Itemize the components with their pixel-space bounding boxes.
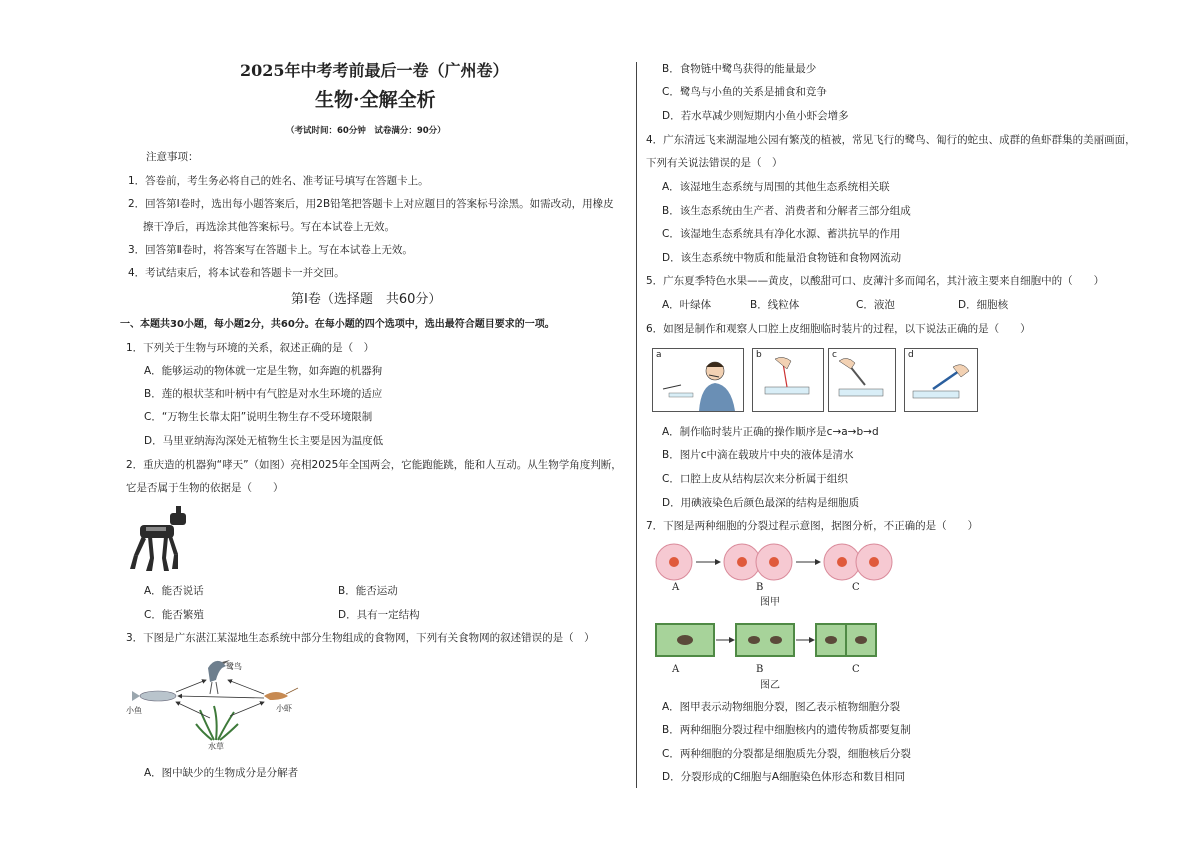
label-fish: 小鱼 bbox=[126, 706, 142, 715]
animal-cell-b bbox=[724, 544, 792, 580]
q4-option-a: A．该湿地生态系统与周围的其他生态系统相关联 bbox=[662, 181, 890, 193]
exam-title: 2025年中考考前最后一卷（广州卷） bbox=[240, 61, 509, 80]
section-title: 第Ⅰ卷（选择题 共60分） bbox=[291, 292, 442, 307]
dropper-icon bbox=[829, 349, 895, 411]
q2-stem-cont: 它是否属于生物的依据是（ ） bbox=[126, 482, 284, 494]
fig2-label-b: B bbox=[756, 664, 764, 675]
q5-stem: 5．广东夏季特色水果——黄皮，以酸甜可口、皮薄汁多而闻名，其汁液主要来自细胞中的（ ） bbox=[646, 275, 1105, 287]
q6-panel-a bbox=[652, 348, 744, 412]
swab-mouth-icon bbox=[653, 349, 743, 411]
q3-stem: 3．下图是广东湛江某湿地生态系统中部分生物组成的食物网，下列有关食物网的叙述错误的是（ ） bbox=[126, 632, 595, 644]
q6-panel-b bbox=[752, 348, 824, 412]
water-grass-icon bbox=[196, 706, 238, 740]
notice-item: 3．回答第Ⅱ卷时，将答案写在答题卡上。写在本试卷上无效。 bbox=[128, 244, 413, 256]
q7-option-d: D．分裂形成的C细胞与A细胞染色体形态和数目相同 bbox=[662, 771, 906, 783]
q7-stem: 7．下图是两种细胞的分裂过程示意图，据图分析，不正确的是（ ） bbox=[646, 520, 979, 532]
q2-option-b: B．能否运动 bbox=[338, 585, 398, 597]
q6-panel-c bbox=[828, 348, 896, 412]
fig1-label-b: B bbox=[756, 582, 764, 593]
fig1-caption: 图甲 bbox=[760, 597, 780, 608]
fig1-label-a: A bbox=[672, 582, 680, 593]
q3-option-a: A．图中缺少的生物成分是分解者 bbox=[144, 767, 299, 779]
exam-info: （考试时间：60分钟 试卷满分：90分） bbox=[286, 126, 446, 136]
q1-option-d: D．马里亚纳海沟深处无植物生长主要是因为温度低 bbox=[144, 435, 384, 447]
q5-option-b: B．线粒体 bbox=[750, 299, 800, 311]
q2-stem: 2．重庆造的机器狗“哮天”（如图）亮相2025年全国两会，它能跑能跳，能和人互动。从生物学角度判断， bbox=[126, 459, 622, 471]
label-grass: 水草 bbox=[208, 742, 224, 751]
exam-subtitle: 生物·全解全析 bbox=[315, 89, 436, 111]
q6-option-c: C．口腔上皮从结构层次来分析属于组织 bbox=[662, 473, 848, 485]
plant-cell-a bbox=[656, 624, 714, 656]
q1-option-a: A．能够运动的物体就一定是生物，如奔跑的机器狗 bbox=[144, 365, 383, 377]
plant-cell-b bbox=[736, 624, 794, 656]
fig2-label-c: C bbox=[852, 664, 860, 675]
q6-stem: 6．如图是制作和观察人口腔上皮细胞临时装片的过程，以下说法正确的是（ ） bbox=[646, 323, 1031, 335]
section-instruction: 一、本题共30小题，每小题2分，共60分。在每小题的四个选项中，选出最符合题目要求的一项。 bbox=[120, 319, 555, 330]
panel-label: d bbox=[908, 350, 914, 360]
fish-icon bbox=[132, 691, 176, 701]
notice-item: 1．答卷前，考生务必将自己的姓名、准考证号填写在答题卡上。 bbox=[128, 175, 429, 187]
q5-option-d: D．细胞核 bbox=[958, 299, 1009, 311]
q3-option-d: D．若水草减少则短期内小鱼小虾会增多 bbox=[662, 110, 849, 122]
q1-stem: 1．下列关于生物与环境的关系，叙述正确的是（ ） bbox=[126, 342, 375, 354]
panel-label: a bbox=[656, 350, 662, 360]
fig1-label-c: C bbox=[852, 582, 860, 593]
q3-option-b: B．食物链中鹭鸟获得的能量最少 bbox=[662, 63, 817, 75]
q3-option-c: C．鹭鸟与小鱼的关系是捕食和竞争 bbox=[662, 86, 827, 98]
animal-cell-c bbox=[824, 544, 892, 580]
shrimp-icon bbox=[264, 688, 298, 700]
q2-option-a: A．能否说话 bbox=[144, 585, 204, 597]
fig2-label-a: A bbox=[672, 664, 680, 675]
animal-cell-a bbox=[656, 544, 692, 580]
q6-option-a: A．制作临时装片正确的操作顺序是c→a→b→d bbox=[662, 426, 879, 438]
notice-heading: 注意事项： bbox=[146, 151, 199, 163]
panel-label: b bbox=[756, 350, 762, 360]
column-divider bbox=[636, 62, 637, 788]
q2-option-c: C．能否繁殖 bbox=[144, 609, 204, 621]
q6-panel-d bbox=[904, 348, 978, 412]
q6-option-d: D．用碘液染色后颜色最深的结构是细胞质 bbox=[662, 497, 860, 509]
animal-cell-division-figure bbox=[654, 540, 894, 588]
coverslip-icon bbox=[905, 349, 977, 411]
q4-stem: 4．广东清远飞来湖湿地公园有繁茂的植被，常见飞行的鹭鸟、匍行的蛇虫、成群的鱼虾群集的美丽画面， bbox=[646, 134, 1136, 146]
notice-item: 2．回答第Ⅰ卷时，选出每小题答案后，用2B铅笔把答题卡上对应题目的答案标号涂黑。如需改动，用橡皮 bbox=[128, 198, 614, 210]
q5-option-c: C．液泡 bbox=[856, 299, 895, 311]
q7-option-c: C．两种细胞的分裂都是细胞质先分裂，细胞核后分裂 bbox=[662, 748, 911, 760]
q1-option-c: C．“万物生长靠太阳”说明生物生存不受环境限制 bbox=[144, 411, 373, 423]
q2-option-d: D．具有一定结构 bbox=[338, 609, 420, 621]
robot-dog-figure bbox=[126, 503, 192, 575]
q7-option-a: A．图甲表示动物细胞分裂，图乙表示植物细胞分裂 bbox=[662, 701, 901, 713]
q1-option-b: B．莲的根状茎和叶柄中有气腔是对水生环境的适应 bbox=[144, 388, 383, 400]
plant-cell-c bbox=[816, 624, 876, 656]
food-web-figure bbox=[126, 652, 316, 752]
fig2-caption: 图乙 bbox=[760, 680, 780, 691]
notice-item: 4．考试结束后，将本试卷和答题卡一并交回。 bbox=[128, 267, 345, 279]
q6-option-b: B．图片c中滴在载玻片中央的液体是清水 bbox=[662, 449, 854, 461]
q4-stem-cont: 下列有关说法错误的是（ ） bbox=[646, 157, 783, 169]
q7-option-b: B．两种细胞分裂过程中细胞核内的遗传物质都要复制 bbox=[662, 724, 911, 736]
label-heron: 鹭鸟 bbox=[226, 662, 242, 671]
q4-option-b: B．该生态系统由生产者、消费者和分解者三部分组成 bbox=[662, 205, 911, 217]
label-shrimp: 小虾 bbox=[276, 704, 292, 713]
panel-label: c bbox=[832, 350, 837, 360]
q4-option-d: D．该生态系统中物质和能量沿食物链和食物网流动 bbox=[662, 252, 902, 264]
q4-option-c: C．该湿地生态系统具有净化水源、蓄洪抗旱的作用 bbox=[662, 228, 901, 240]
plant-cell-division-figure bbox=[654, 620, 894, 660]
notice-item: 擦干净后，再选涂其他答案标号。写在本试卷上无效。 bbox=[143, 221, 395, 233]
q5-option-a: A．叶绿体 bbox=[662, 299, 712, 311]
slide-swab-icon bbox=[753, 349, 823, 411]
